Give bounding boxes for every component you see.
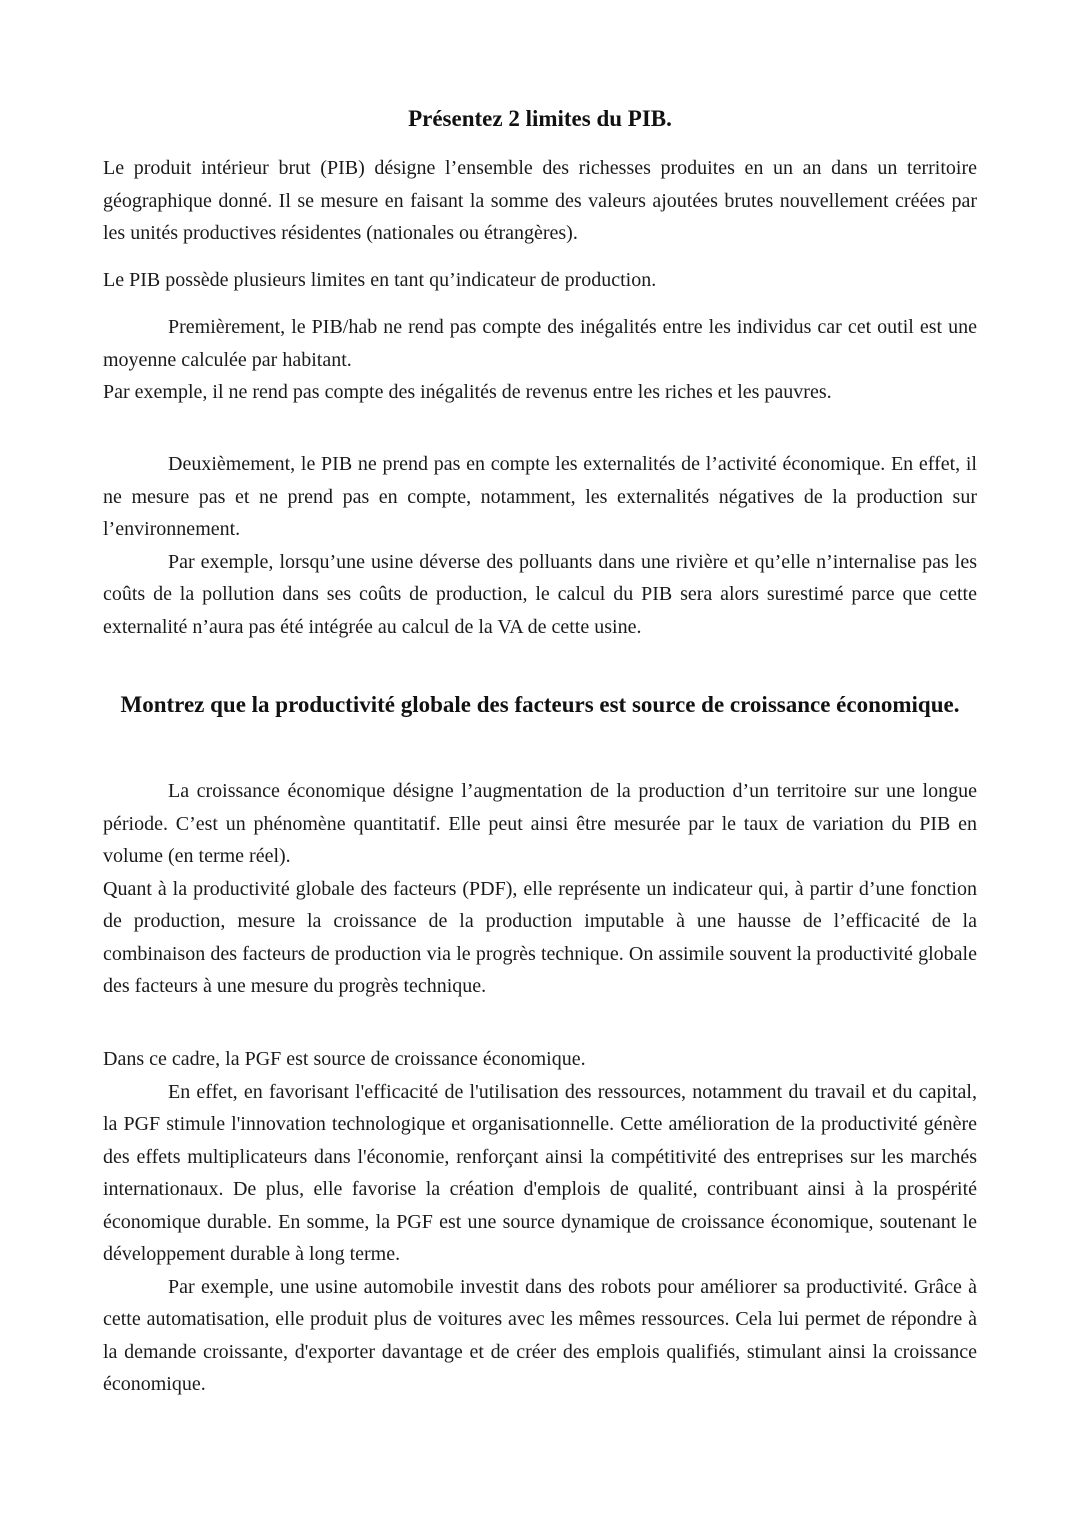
paragraph-limit-1: Premièrement, le PIB/hab ne rend pas compte des inégalités entre les individus car cet outil est une moyenne calculée par habitant. — [103, 316, 977, 371]
section-1-title: Présentez 2 limites du PIB. — [408, 106, 672, 131]
paragraph-pgf-source: Dans ce cadre, la PGF est source de croissance économique. — [103, 1048, 586, 1070]
paragraph-pgf-effects: En effet, en favorisant l'efficacité de l'utilisation des ressources, notamment du travail et du capital, la PGF stimule l'innovation technologique et organisationnelle. Cette amélioration de la productivité génère des effets multiplicateurs dans l'économie, renforçant ainsi la compétitivité des entreprises sur les marchés internationaux. De plus, elle favorise la création d'emplois de qualité, contribuant ainsi à la prospérité économique durable. En somme, la PGF est une source dynamique de croissance économique, soutenant le développement durable à long terme. — [103, 1080, 977, 1265]
paragraph-limit-2: Deuxièmement, le PIB ne prend pas en compte les externalités de l’activité économique. En effet, il ne mesure pas et ne prend pas en compte, notamment, les externalités négatives de la production sur l’environnement. — [103, 453, 977, 540]
paragraph-pgf-example: Par exemple, une usine automobile investit dans des robots pour améliorer sa productivité. Grâce à cette automatisation, elle produit plus de voitures avec les mêmes ressources. Cela lui permet de répondre à la demande croissante, d'exporter davantage et de créer des emplois qualifiés, stimulant ainsi la croissance économique. — [103, 1275, 977, 1395]
paragraph-croissance-definition: La croissance économique désigne l’augmentation de la production d’un territoire sur une longue période. C’est un phénomène quantitatif. Elle peut ainsi être mesurée par le taux de variation du PIB en volume (en terme réel). — [103, 780, 977, 867]
section-1-lead — [103, 264, 977, 297]
paragraph-pib-definition: Le produit intérieur brut (PIB) désigne l’ensemble des richesses produites en un an dans un territoire géographique donné. Il se mesure en faisant la somme des valeurs ajoutées brutes nouvellement créées par les unités productives résidentes (nationales ou étrangères). — [103, 157, 977, 244]
section-1-intro — [103, 152, 977, 250]
section-2-definitions — [103, 775, 977, 1003]
limit-1-block — [103, 311, 977, 409]
section-2-argument — [103, 1043, 977, 1401]
paragraph-pgf-definition: Quant à la productivité globale des facteurs (PDF), elle représente un indicateur qui, à partir d’une fonction de production, mesure la croissance de la production imputable à une hausse de l’efficacité de la combinaison des facteurs de production via le progrès technique. On assimile souvent la productivité globale des facteurs à une mesure du progrès technique. — [103, 877, 977, 997]
paragraph-limit-2-example: Par exemple, lorsqu’une usine déverse des polluants dans une rivière et qu’elle n’internalise pas les coûts de la pollution dans ses coûts de production, le calcul du PIB sera alors surestimé parce que cette externalité n’aura pas été intégrée au calcul de la VA de cette usine. — [103, 550, 977, 638]
paragraph-limit-1-example: Par exemple, il ne rend pas compte des inégalités de revenus entre les riches et les pauvres. — [103, 381, 832, 403]
section-2-title: Montrez que la productivité globale des facteurs est source de croissance économique. — [120, 692, 960, 717]
limit-2-block — [103, 448, 977, 643]
paragraph-pib-limits-intro: Le PIB possède plusieurs limites en tant qu’indicateur de production. — [103, 269, 657, 291]
